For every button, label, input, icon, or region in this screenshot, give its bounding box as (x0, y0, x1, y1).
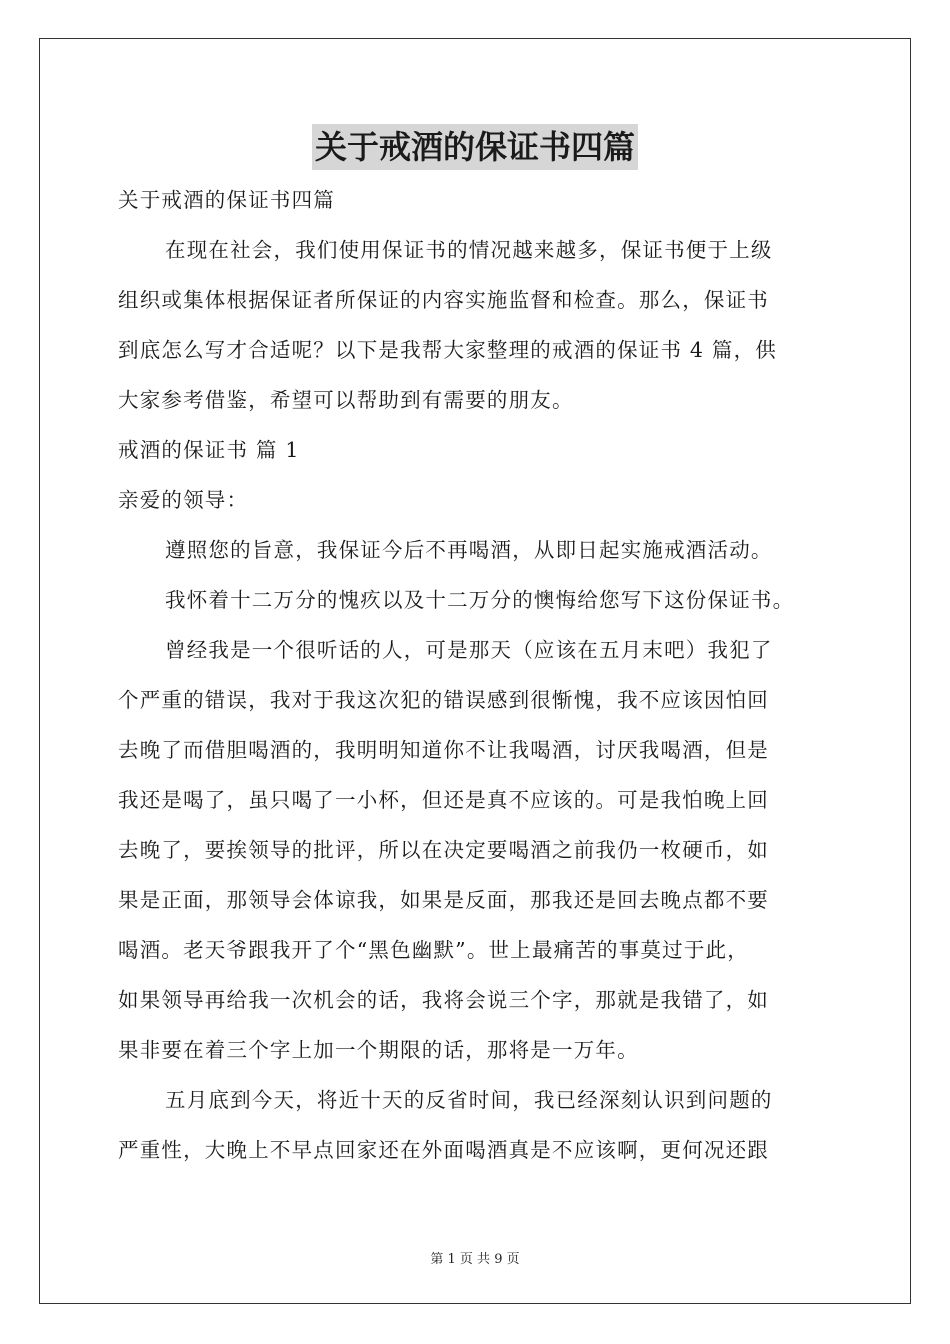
text-line: 去晚了而借胆喝酒的，我明明知道你不让我喝酒，讨厌我喝酒，但是 (118, 738, 769, 762)
text-line: 严重性，大晚上不早点回家还在外面喝酒真是不应该啊，更何况还跟 (118, 1138, 769, 1162)
document-body (118, 175, 836, 1175)
text-line: 亲爱的领导： (118, 488, 249, 512)
text-line: 如果领导再给我一次机会的话，我将会说三个字，那就是我错了，如 (118, 988, 769, 1012)
text-line: 曾经我是一个很听话的人，可是那天（应该在五月末吧）我犯了 (165, 638, 773, 662)
text-line: 组织或集体根据保证者所保证的内容实施监督和检查。那么，保证书 (118, 288, 769, 312)
text-line: 戒酒的保证书 篇 1 (118, 438, 300, 462)
text-line: 到底怎么写才合适呢？以下是我帮大家整理的戒酒的保证书 4 篇，供 (118, 338, 777, 362)
document-title: 关于戒酒的保证书四篇 (312, 124, 638, 170)
text-line: 大家参考借鉴，希望可以帮助到有需要的朋友。 (118, 388, 574, 412)
text-line: 喝酒。老天爷跟我开了个“黑色幽默”。世上最痛苦的事莫过于此， (118, 938, 749, 962)
title-container (0, 124, 950, 170)
text-line: 个严重的错误，我对于我这次犯的错误感到很惭愧，我不应该因怕回 (118, 688, 769, 712)
text-line: 关于戒酒的保证书四篇 (118, 188, 335, 212)
text-line: 果非要在着三个字上加一个期限的话，那将是一万年。 (118, 1038, 639, 1062)
text-line: 我还是喝了，虽只喝了一小杯，但还是真不应该的。可是我怕晚上回 (118, 788, 769, 812)
text-line: 去晚了，要挨领导的批评，所以在决定要喝酒之前我仍一枚硬币，如 (118, 838, 769, 862)
text-line: 果是正面，那领导会体谅我，如果是反面，那我还是回去晚点都不要 (118, 888, 769, 912)
text-line: 遵照您的旨意，我保证今后不再喝酒，从即日起实施戒酒活动。 (165, 538, 773, 562)
text-line: 五月底到今天，将近十天的反省时间，我已经深刻认识到问题的 (165, 1088, 773, 1112)
text-line: 在现在社会，我们使用保证书的情况越来越多，保证书便于上级 (165, 238, 773, 262)
text-line: 我怀着十二万分的愧疚以及十二万分的懊悔给您写下这份保证书。 (165, 588, 795, 612)
page-footer: 第 1 页 共 9 页 (430, 1252, 520, 1267)
